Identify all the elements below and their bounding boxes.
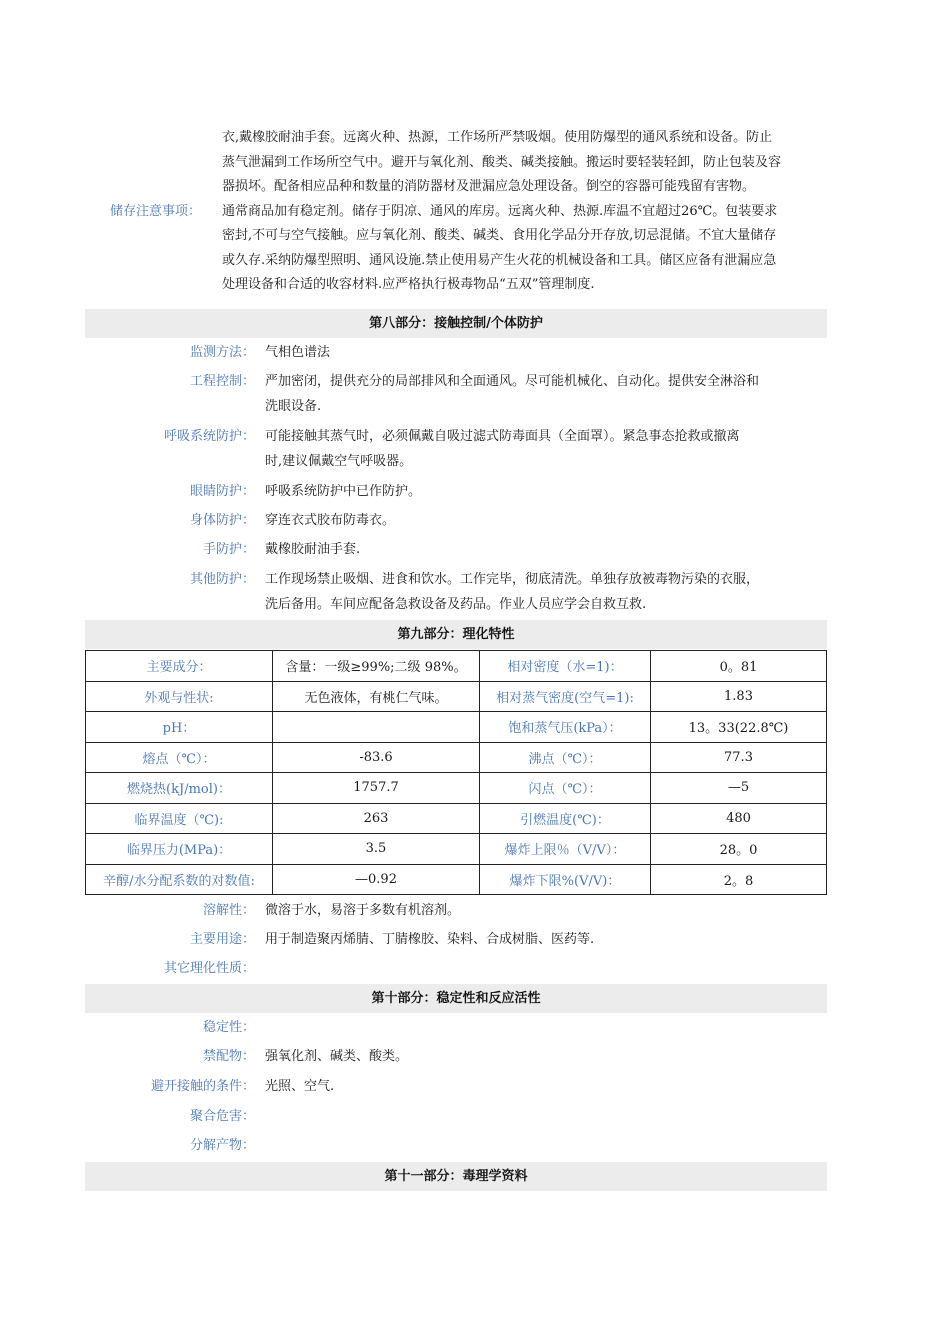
table-row (86, 712, 827, 743)
table-cell-label: 燃烧热(kJ/mol)： (86, 773, 273, 804)
table-row (86, 864, 827, 895)
field-label: 身体防护： (189, 513, 255, 528)
field-main-uses (85, 927, 827, 952)
field-decomposition-products (85, 1133, 827, 1158)
table-cell-label: 外观与性状: (86, 681, 273, 712)
section-10-title: 第十部分：稳定性和反应活性 (85, 984, 827, 1013)
table-cell-label: 熔点（℃）： (86, 742, 273, 773)
handling-continuation (222, 126, 850, 200)
table-cell-label: 爆炸下限%(V/V)： (480, 864, 651, 895)
field-label: 呼吸系统防护： (163, 429, 255, 444)
field-value: 时,建议佩戴空气呼吸器。 (265, 454, 413, 469)
table-cell-value: 480 (651, 803, 827, 834)
field-value: 用于制造聚丙烯腈、丁腈橡胶、染料、合成树脂、医药等. (265, 932, 595, 947)
field-conditions-to-avoid (85, 1074, 827, 1099)
field-stability (85, 1015, 827, 1040)
field-solubility (85, 898, 827, 923)
field-label: 稳定性： (202, 1020, 255, 1035)
table-cell-value: 77.3 (651, 742, 827, 773)
field-incompatible-materials (85, 1044, 827, 1069)
field-label: 避开接触的条件： (150, 1079, 255, 1094)
table-cell-label: 饱和蒸气压(kPa）： (480, 712, 651, 743)
table-cell-value: 3.5 (273, 834, 480, 865)
field-monitoring-method (85, 340, 827, 365)
field-value: 严加密闭，提供充分的局部排风和全面通风。尽可能机械化、自动化。提供安全淋浴和 (265, 374, 760, 389)
field-value: 光照、空气. (265, 1079, 335, 1094)
table-cell-value: —0.92 (273, 864, 480, 895)
field-value: 强氧化剂、碱类、酸类。 (265, 1049, 409, 1064)
field-value: 戴橡胶耐油手套. (265, 542, 361, 557)
text-line: 密封,不可与空气接触。应与氧化剂、酸类、碱类、食用化学品分开存放,切忌混储。不宜大量储存 (222, 228, 777, 243)
field-label: 眼睛防护： (189, 484, 255, 499)
table-cell-label: 沸点（℃）： (480, 742, 651, 773)
table-cell-label: 相对密度（水=1)： (480, 651, 651, 682)
table-cell-label: 临界压力(MPa)： (86, 834, 273, 865)
field-value: 穿连衣式胶布防毒衣。 (265, 513, 396, 528)
properties-table (85, 650, 827, 895)
field-label: 其它理化性质： (163, 961, 255, 976)
field-other-protection (85, 567, 827, 617)
text-line: 器损坏。配备相应品种和数量的消防器材及泄漏应急处理设备。倒空的容器可能残留有害物。 (222, 179, 756, 194)
table-cell-value: 1.83 (651, 681, 827, 712)
section-8-title: 第八部分：接触控制/个体防护 (85, 309, 827, 338)
table-cell-label: 相对蒸气密度(空气=1): (480, 681, 651, 712)
table-cell-value: -83.6 (273, 742, 480, 773)
table-cell-value: 263 (273, 803, 480, 834)
field-value: 洗眼设备. (265, 399, 322, 414)
table-row (86, 681, 827, 712)
table-cell-label: 引燃温度(℃)： (480, 803, 651, 834)
field-label: 监测方法： (189, 345, 255, 360)
text-line: 或久存.采纳防爆型照明、通风设施.禁止使用易产生火花的机械设备和工具。储区应备有泄漏应急 (222, 252, 777, 268)
table-cell-value: 含量：一级≥99%;二级 98%。 (273, 651, 480, 682)
field-other-properties (85, 956, 827, 981)
field-value: 微溶于水，易溶于多数有机溶剂。 (265, 903, 461, 918)
table-row (86, 834, 827, 865)
field-polymerization-hazard (85, 1104, 827, 1129)
table-cell-value: 2。8 (651, 864, 827, 895)
field-label: 工程控制： (189, 374, 255, 389)
field-label: 禁配物： (202, 1049, 255, 1064)
text-line: 通常商品加有稳定剂。储存于阴凉、通风的库房。远离火种、热源.库温不宜超过26℃。包装要求 (222, 203, 778, 219)
field-label: 手防护： (202, 542, 255, 557)
field-hand-protection (85, 537, 827, 562)
field-label: 分解产物： (189, 1138, 255, 1153)
table-cell-label: 辛醇/水分配系数的对数值: (86, 864, 273, 895)
table-cell-value: —5 (651, 773, 827, 804)
table-row (86, 651, 827, 682)
text-line: 衣,戴橡胶耐油手套。远离火种、热源，工作场所严禁吸烟。使用防爆型的通风系统和设备。防止 (222, 130, 773, 145)
table-cell-label: 主要成分： (86, 651, 273, 682)
field-value: 气相色谱法 (265, 345, 331, 360)
field-respiratory-protection (85, 424, 827, 474)
field-eye-protection (85, 479, 827, 504)
field-label: 其他防护： (189, 572, 255, 587)
field-value: 可能接触其蒸气时，必须佩戴自吸过滤式防毒面具（全面罩）。紧急事态抢救或撤离 (265, 429, 740, 444)
field-value: 呼吸系统防护中已作防护。 (265, 484, 422, 499)
section-9-title: 第九部分：理化特性 (85, 620, 827, 649)
field-label: 溶解性： (202, 903, 255, 918)
field-label: 主要用途： (189, 932, 255, 947)
table-row (86, 773, 827, 804)
table-cell-label: 爆炸上限％（V/V）： (480, 834, 651, 865)
table-row (86, 803, 827, 834)
table-cell-value: 0。81 (651, 651, 827, 682)
text-line: 蒸气泄漏到工作场所空气中。避开与氧化剂、酸类、碱类接触。搬运时要轻装轻卸，防止包装及容 (222, 154, 782, 170)
table-cell-value: 1757.7 (273, 773, 480, 804)
table-cell-value: 13。33(22.8℃) (651, 712, 827, 743)
handling-storage-block (110, 126, 850, 298)
field-value: 洗后备用。车间应配备急救设备及药品。作业人员应学会自救互救. (265, 597, 647, 612)
field-value: 工作现场禁止吸烟、进食和饮水。工作完毕，彻底清洗。单独存放被毒物污染的衣服， (265, 572, 760, 587)
table-cell-label: 临界温度（℃): (86, 803, 273, 834)
storage-label: 储存注意事项： (110, 203, 202, 219)
table-cell-value: 28。0 (651, 834, 827, 865)
table-cell-label: 闪点（℃）： (480, 773, 651, 804)
table-cell-label: pH： (86, 712, 273, 743)
text-line: 处理设备和合适的收容材料.应严格执行极毒物品“五双”管理制度. (222, 277, 595, 292)
storage-precautions (110, 200, 850, 298)
table-cell-value (273, 712, 480, 743)
field-engineering-control (85, 369, 827, 419)
section-11-title: 第十一部分：毒理学资料 (85, 1162, 827, 1191)
table-cell-value: 无色液体，有桃仁气味。 (273, 681, 480, 712)
field-body-protection (85, 508, 827, 533)
field-label: 聚合危害： (189, 1109, 255, 1124)
table-row (86, 742, 827, 773)
